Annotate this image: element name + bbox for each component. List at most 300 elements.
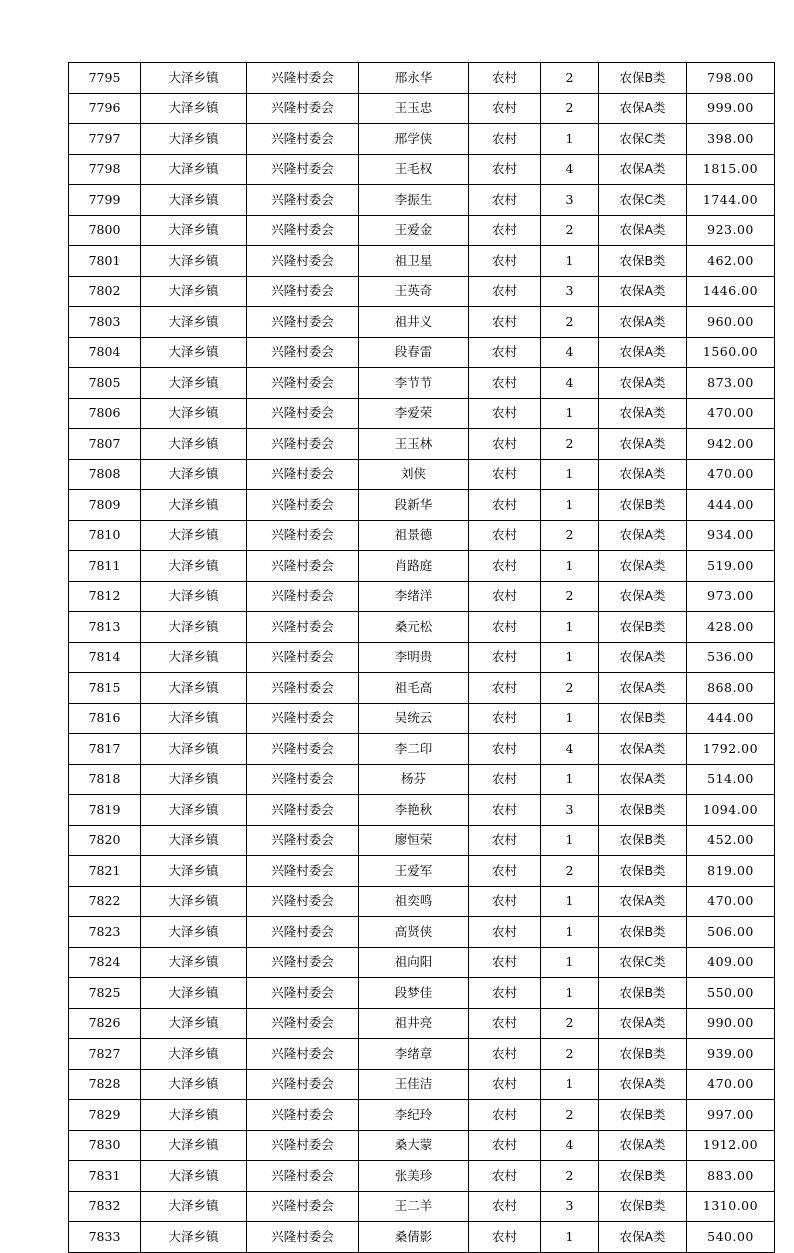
cell-amount: 868.00 [687,673,775,704]
cell-category: 农保A类 [599,886,687,917]
cell-town: 大泽乡镇 [141,459,247,490]
cell-town: 大泽乡镇 [141,703,247,734]
cell-amount: 1560.00 [687,337,775,368]
cell-amount: 428.00 [687,612,775,643]
cell-village: 兴隆村委会 [247,307,359,338]
cell-amount: 1912.00 [687,1130,775,1161]
table-row [69,703,775,734]
cell-household-type: 农村 [469,1130,541,1161]
cell-village: 兴隆村委会 [247,185,359,216]
table-row [69,490,775,521]
cell-name: 李绪洋 [359,581,469,612]
cell-id: 7818 [69,764,141,795]
cell-village: 兴隆村委会 [247,978,359,1009]
cell-town: 大泽乡镇 [141,1191,247,1222]
cell-name: 祖井亮 [359,1008,469,1039]
cell-id: 7826 [69,1008,141,1039]
cell-id: 7801 [69,246,141,277]
cell-amount: 923.00 [687,215,775,246]
cell-count: 4 [541,337,599,368]
cell-count: 1 [541,978,599,1009]
cell-id: 7804 [69,337,141,368]
cell-count: 1 [541,612,599,643]
cell-id: 7816 [69,703,141,734]
cell-village: 兴隆村委会 [247,856,359,887]
cell-name: 王爱军 [359,856,469,887]
cell-category: 农保B类 [599,795,687,826]
cell-name: 王毛权 [359,154,469,185]
cell-category: 农保B类 [599,63,687,94]
cell-town: 大泽乡镇 [141,581,247,612]
cell-amount: 470.00 [687,459,775,490]
cell-id: 7803 [69,307,141,338]
cell-village: 兴隆村委会 [247,490,359,521]
cell-category: 农保A类 [599,368,687,399]
cell-amount: 462.00 [687,246,775,277]
cell-amount: 942.00 [687,429,775,460]
table-row [69,673,775,704]
cell-count: 2 [541,856,599,887]
cell-amount: 398.00 [687,124,775,155]
cell-id: 7830 [69,1130,141,1161]
cell-id: 7823 [69,917,141,948]
cell-id: 7819 [69,795,141,826]
cell-category: 农保B类 [599,856,687,887]
cell-name: 王英奇 [359,276,469,307]
cell-household-type: 农村 [469,947,541,978]
cell-id: 7831 [69,1161,141,1192]
cell-household-type: 农村 [469,734,541,765]
cell-count: 2 [541,93,599,124]
cell-name: 李纪玲 [359,1100,469,1131]
table-row [69,307,775,338]
cell-name: 吴统云 [359,703,469,734]
cell-household-type: 农村 [469,520,541,551]
cell-village: 兴隆村委会 [247,673,359,704]
cell-name: 李振生 [359,185,469,216]
cell-household-type: 农村 [469,795,541,826]
cell-id: 7811 [69,551,141,582]
cell-household-type: 农村 [469,551,541,582]
cell-id: 7805 [69,368,141,399]
cell-count: 1 [541,764,599,795]
cell-village: 兴隆村委会 [247,1222,359,1253]
cell-amount: 1815.00 [687,154,775,185]
cell-amount: 409.00 [687,947,775,978]
cell-household-type: 农村 [469,490,541,521]
cell-name: 李明贵 [359,642,469,673]
cell-household-type: 农村 [469,978,541,1009]
cell-household-type: 农村 [469,1161,541,1192]
cell-id: 7800 [69,215,141,246]
cell-village: 兴隆村委会 [247,825,359,856]
cell-village: 兴隆村委会 [247,795,359,826]
cell-category: 农保B类 [599,1039,687,1070]
table-row [69,978,775,1009]
records-table [68,62,775,1253]
cell-id: 7795 [69,63,141,94]
cell-amount: 939.00 [687,1039,775,1070]
cell-id: 7807 [69,429,141,460]
cell-amount: 1094.00 [687,795,775,826]
cell-count: 4 [541,368,599,399]
table-row [69,459,775,490]
cell-name: 王玉忠 [359,93,469,124]
cell-town: 大泽乡镇 [141,1008,247,1039]
cell-household-type: 农村 [469,368,541,399]
cell-village: 兴隆村委会 [247,642,359,673]
cell-amount: 934.00 [687,520,775,551]
cell-category: 农保B类 [599,825,687,856]
cell-amount: 990.00 [687,1008,775,1039]
cell-amount: 470.00 [687,1069,775,1100]
cell-household-type: 农村 [469,307,541,338]
table-row [69,368,775,399]
cell-category: 农保A类 [599,398,687,429]
cell-id: 7810 [69,520,141,551]
cell-household-type: 农村 [469,337,541,368]
cell-name: 李节节 [359,368,469,399]
cell-id: 7827 [69,1039,141,1070]
cell-town: 大泽乡镇 [141,520,247,551]
cell-id: 7824 [69,947,141,978]
cell-town: 大泽乡镇 [141,1222,247,1253]
cell-household-type: 农村 [469,1039,541,1070]
table-row [69,1100,775,1131]
cell-town: 大泽乡镇 [141,368,247,399]
cell-village: 兴隆村委会 [247,459,359,490]
cell-name: 祖奕鸣 [359,886,469,917]
cell-category: 农保C类 [599,947,687,978]
cell-town: 大泽乡镇 [141,734,247,765]
cell-category: 农保B类 [599,612,687,643]
table-row [69,520,775,551]
cell-household-type: 农村 [469,63,541,94]
cell-village: 兴隆村委会 [247,764,359,795]
cell-amount: 1310.00 [687,1191,775,1222]
cell-name: 段新华 [359,490,469,521]
cell-category: 农保B类 [599,1191,687,1222]
cell-amount: 798.00 [687,63,775,94]
cell-household-type: 农村 [469,673,541,704]
cell-household-type: 农村 [469,93,541,124]
cell-category: 农保A类 [599,276,687,307]
cell-household-type: 农村 [469,429,541,460]
cell-amount: 514.00 [687,764,775,795]
cell-household-type: 农村 [469,215,541,246]
cell-household-type: 农村 [469,917,541,948]
cell-amount: 550.00 [687,978,775,1009]
cell-id: 7822 [69,886,141,917]
cell-id: 7798 [69,154,141,185]
cell-village: 兴隆村委会 [247,551,359,582]
cell-amount: 470.00 [687,398,775,429]
cell-id: 7817 [69,734,141,765]
table-row [69,1008,775,1039]
cell-town: 大泽乡镇 [141,764,247,795]
cell-name: 王二羊 [359,1191,469,1222]
cell-category: 农保A类 [599,307,687,338]
cell-household-type: 农村 [469,1008,541,1039]
cell-town: 大泽乡镇 [141,642,247,673]
cell-village: 兴隆村委会 [247,1069,359,1100]
cell-name: 桑元松 [359,612,469,643]
cell-id: 7825 [69,978,141,1009]
table-row [69,551,775,582]
cell-count: 4 [541,1130,599,1161]
cell-name: 高贤侠 [359,917,469,948]
cell-id: 7797 [69,124,141,155]
table-row [69,825,775,856]
cell-town: 大泽乡镇 [141,429,247,460]
cell-village: 兴隆村委会 [247,734,359,765]
cell-amount: 506.00 [687,917,775,948]
table-row [69,1039,775,1070]
table-row [69,398,775,429]
cell-category: 农保B类 [599,917,687,948]
cell-village: 兴隆村委会 [247,1130,359,1161]
table-row [69,246,775,277]
cell-name: 刘侠 [359,459,469,490]
table-row [69,215,775,246]
cell-town: 大泽乡镇 [141,63,247,94]
cell-household-type: 农村 [469,185,541,216]
cell-village: 兴隆村委会 [247,520,359,551]
cell-count: 2 [541,520,599,551]
cell-village: 兴隆村委会 [247,1008,359,1039]
cell-category: 农保B类 [599,1100,687,1131]
cell-town: 大泽乡镇 [141,154,247,185]
cell-id: 7829 [69,1100,141,1131]
cell-category: 农保B类 [599,1161,687,1192]
cell-town: 大泽乡镇 [141,1039,247,1070]
table-row [69,795,775,826]
cell-name: 祖毛高 [359,673,469,704]
cell-town: 大泽乡镇 [141,93,247,124]
cell-count: 2 [541,1039,599,1070]
cell-category: 农保C类 [599,185,687,216]
cell-id: 7821 [69,856,141,887]
table-row [69,185,775,216]
cell-id: 7796 [69,93,141,124]
cell-household-type: 农村 [469,154,541,185]
cell-household-type: 农村 [469,703,541,734]
cell-town: 大泽乡镇 [141,795,247,826]
cell-name: 张美珍 [359,1161,469,1192]
cell-count: 1 [541,459,599,490]
cell-count: 2 [541,429,599,460]
cell-town: 大泽乡镇 [141,917,247,948]
cell-amount: 444.00 [687,490,775,521]
cell-name: 廖恒荣 [359,825,469,856]
cell-name: 邢永华 [359,63,469,94]
cell-id: 7814 [69,642,141,673]
cell-name: 李绪章 [359,1039,469,1070]
cell-name: 祖井义 [359,307,469,338]
cell-name: 段春雷 [359,337,469,368]
cell-count: 2 [541,63,599,94]
cell-category: 农保B类 [599,978,687,1009]
cell-category: 农保A类 [599,459,687,490]
cell-household-type: 农村 [469,825,541,856]
cell-name: 邢学侠 [359,124,469,155]
cell-village: 兴隆村委会 [247,93,359,124]
table-row [69,886,775,917]
cell-category: 农保A类 [599,215,687,246]
cell-category: 农保A类 [599,154,687,185]
cell-village: 兴隆村委会 [247,917,359,948]
cell-count: 1 [541,917,599,948]
table-row [69,337,775,368]
cell-category: 农保A类 [599,1130,687,1161]
cell-village: 兴隆村委会 [247,215,359,246]
cell-name: 王玉林 [359,429,469,460]
cell-town: 大泽乡镇 [141,825,247,856]
cell-count: 1 [541,825,599,856]
cell-category: 农保A类 [599,337,687,368]
cell-count: 3 [541,1191,599,1222]
cell-name: 王佳洁 [359,1069,469,1100]
cell-category: 农保A类 [599,764,687,795]
cell-name: 桑倩影 [359,1222,469,1253]
cell-household-type: 农村 [469,856,541,887]
cell-amount: 536.00 [687,642,775,673]
cell-town: 大泽乡镇 [141,551,247,582]
cell-amount: 973.00 [687,581,775,612]
cell-count: 3 [541,795,599,826]
cell-household-type: 农村 [469,124,541,155]
cell-town: 大泽乡镇 [141,185,247,216]
cell-id: 7808 [69,459,141,490]
cell-village: 兴隆村委会 [247,63,359,94]
cell-town: 大泽乡镇 [141,398,247,429]
cell-village: 兴隆村委会 [247,612,359,643]
cell-amount: 1792.00 [687,734,775,765]
table-row [69,1161,775,1192]
cell-village: 兴隆村委会 [247,581,359,612]
cell-village: 兴隆村委会 [247,947,359,978]
cell-count: 2 [541,581,599,612]
cell-count: 1 [541,490,599,521]
table-row [69,1130,775,1161]
cell-town: 大泽乡镇 [141,1161,247,1192]
cell-count: 1 [541,398,599,429]
cell-household-type: 农村 [469,1222,541,1253]
cell-count: 2 [541,215,599,246]
cell-count: 1 [541,947,599,978]
cell-category: 农保C类 [599,124,687,155]
cell-count: 4 [541,154,599,185]
table-row [69,1222,775,1253]
cell-category: 农保A类 [599,520,687,551]
cell-amount: 519.00 [687,551,775,582]
cell-town: 大泽乡镇 [141,124,247,155]
cell-town: 大泽乡镇 [141,246,247,277]
cell-town: 大泽乡镇 [141,337,247,368]
cell-count: 2 [541,1008,599,1039]
cell-village: 兴隆村委会 [247,703,359,734]
cell-village: 兴隆村委会 [247,429,359,460]
cell-name: 王爱金 [359,215,469,246]
cell-name: 肖路庭 [359,551,469,582]
cell-town: 大泽乡镇 [141,947,247,978]
cell-id: 7799 [69,185,141,216]
cell-town: 大泽乡镇 [141,612,247,643]
cell-id: 7820 [69,825,141,856]
cell-category: 农保B类 [599,490,687,521]
cell-town: 大泽乡镇 [141,1130,247,1161]
cell-amount: 444.00 [687,703,775,734]
cell-amount: 819.00 [687,856,775,887]
table-row [69,734,775,765]
table-row [69,856,775,887]
cell-household-type: 农村 [469,276,541,307]
cell-village: 兴隆村委会 [247,154,359,185]
table-row [69,429,775,460]
cell-count: 1 [541,703,599,734]
cell-category: 农保A类 [599,1222,687,1253]
table-row [69,581,775,612]
cell-id: 7812 [69,581,141,612]
cell-name: 杨芬 [359,764,469,795]
cell-town: 大泽乡镇 [141,978,247,1009]
cell-town: 大泽乡镇 [141,276,247,307]
table-row [69,1069,775,1100]
cell-household-type: 农村 [469,886,541,917]
table-row [69,917,775,948]
cell-category: 农保A类 [599,1069,687,1100]
cell-id: 7802 [69,276,141,307]
cell-category: 农保A类 [599,93,687,124]
cell-name: 桑大蒙 [359,1130,469,1161]
cell-town: 大泽乡镇 [141,307,247,338]
cell-household-type: 农村 [469,246,541,277]
cell-amount: 540.00 [687,1222,775,1253]
cell-category: 农保A类 [599,429,687,460]
cell-category: 农保A类 [599,1008,687,1039]
cell-amount: 997.00 [687,1100,775,1131]
cell-village: 兴隆村委会 [247,1100,359,1131]
cell-category: 农保A类 [599,734,687,765]
cell-village: 兴隆村委会 [247,337,359,368]
cell-id: 7806 [69,398,141,429]
cell-town: 大泽乡镇 [141,856,247,887]
cell-id: 7809 [69,490,141,521]
cell-village: 兴隆村委会 [247,124,359,155]
cell-village: 兴隆村委会 [247,246,359,277]
cell-household-type: 农村 [469,1069,541,1100]
cell-town: 大泽乡镇 [141,490,247,521]
table-row [69,947,775,978]
cell-amount: 1744.00 [687,185,775,216]
table-row [69,642,775,673]
table-row [69,764,775,795]
cell-name: 祖向阳 [359,947,469,978]
cell-amount: 999.00 [687,93,775,124]
table-row [69,1191,775,1222]
cell-household-type: 农村 [469,612,541,643]
cell-name: 李艳秋 [359,795,469,826]
cell-household-type: 农村 [469,1191,541,1222]
cell-household-type: 农村 [469,398,541,429]
cell-id: 7832 [69,1191,141,1222]
cell-count: 1 [541,551,599,582]
cell-count: 2 [541,307,599,338]
cell-category: 农保A类 [599,673,687,704]
cell-village: 兴隆村委会 [247,1191,359,1222]
cell-category: 农保A类 [599,581,687,612]
cell-amount: 883.00 [687,1161,775,1192]
